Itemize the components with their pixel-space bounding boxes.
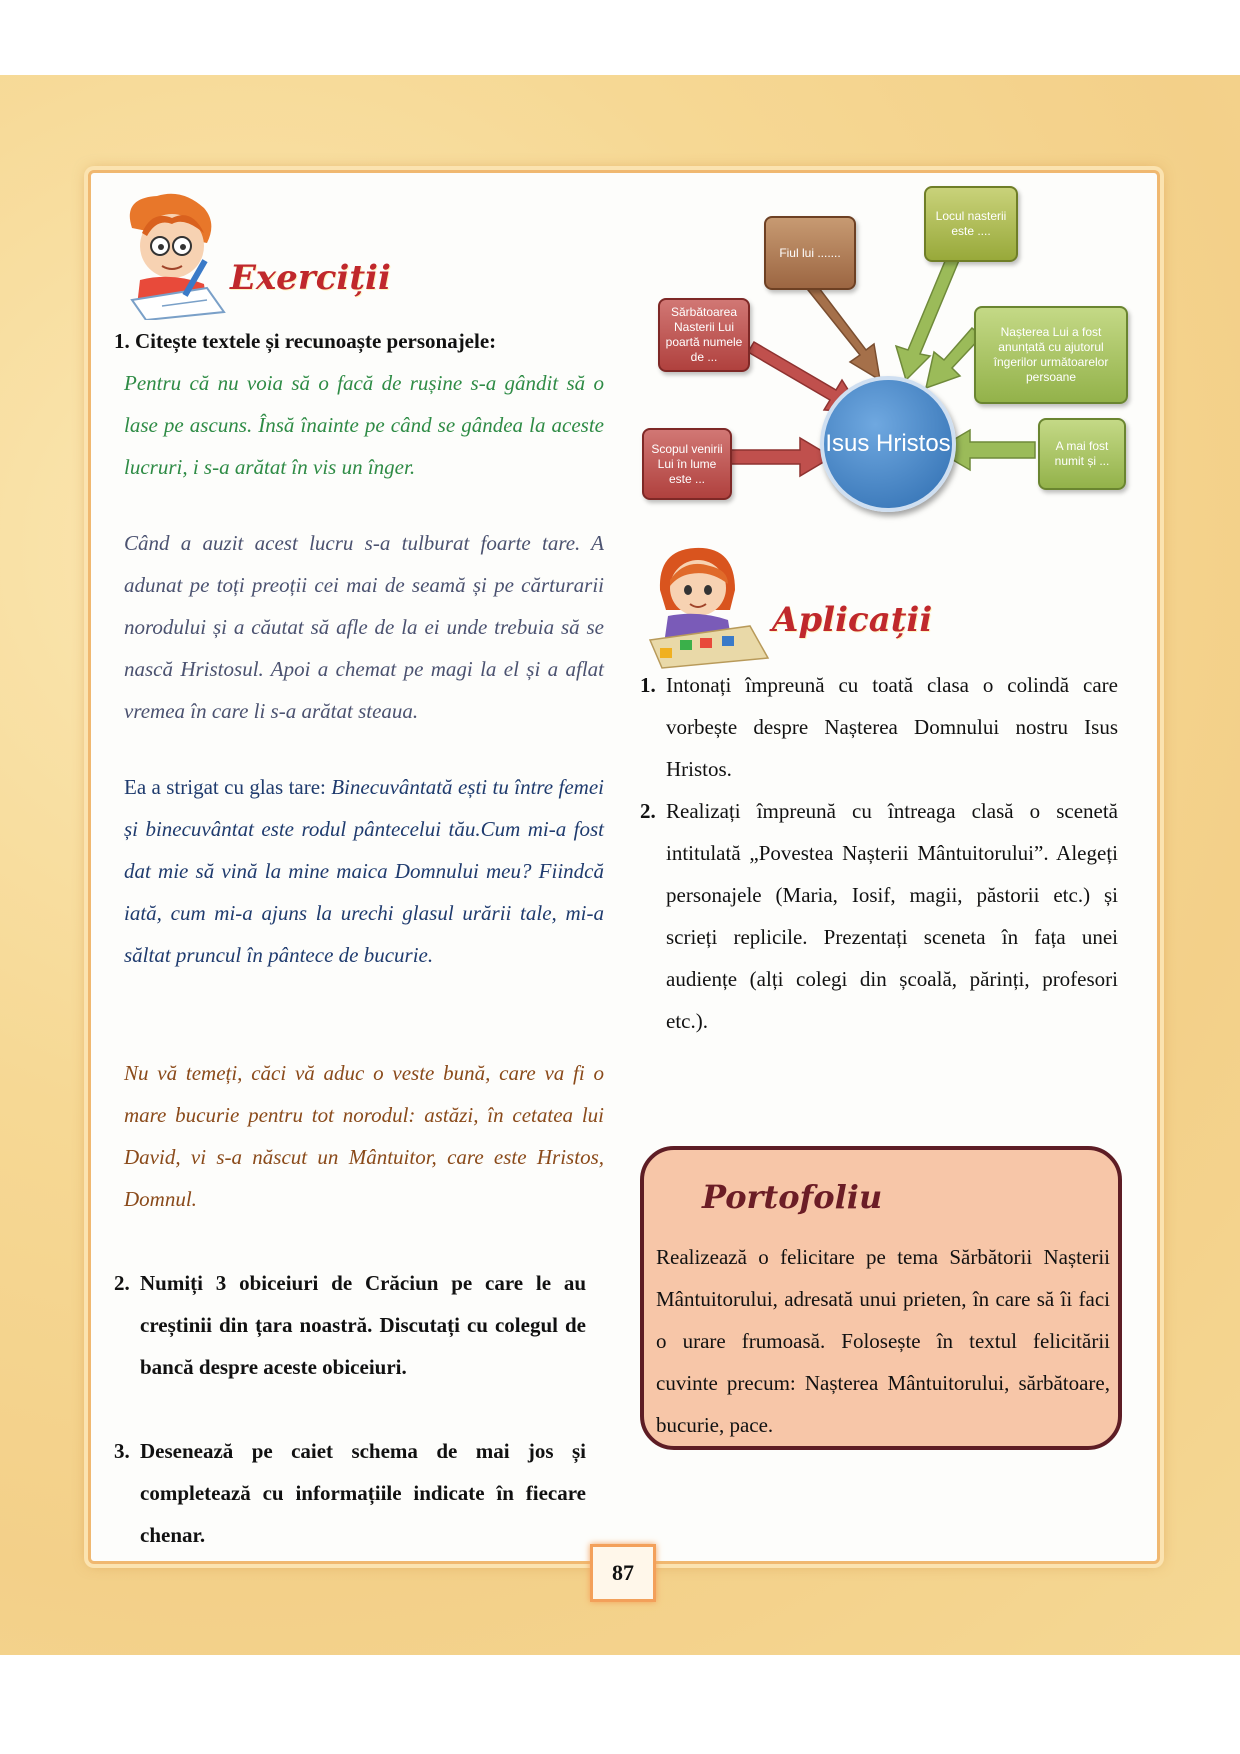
exercise-3-number: 3. [114,1439,130,1463]
diagram-box-announced: Nașterea Lui a fost anunțată cu ajutorul îngerilor următoarelor persoane [974,306,1128,404]
diagram-box-son-of: Fiul lui ....... [764,216,856,290]
portfolio-text: Realizează o felicitare pe tema Sărbătorii Nașterii Mântuitorului, adresată unui prieten, în care să îi faci o urare frumoasă. Folosește în textul felicitării cuvinte precum: Nașterea Mântuitorului, sărbătoare, bucurie, pace. [656,1245,1110,1437]
diagram-box-purpose: Scopul venirii Lui în lume este ... [642,428,732,500]
text-passage-4: Nu vă temeți, căci vă aduc o veste bună, care va fi o mare bucurie pentru tot norodul: astăzi, în cetatea lui David, vi s-a născut un Mântuitor, care este Hristos, Domnul. [124,1061,604,1211]
portfolio-box [640,1146,1122,1450]
girl-puzzle-illustration [640,540,770,670]
exercise-2-text: Numiți 3 obiceiuri de Crăciun pe care le au creștinii din țara noastră. Discutați cu colegul de bancă despre aceste obiceiuri. [140,1271,586,1379]
exercise-1-prompt: 1. Citește textele și recunoaște personajele: [114,329,497,353]
passage-3-quote: Binecuvântată ești tu între femei și binecuvântat este rodul pântecelui tău.Cum mi-a fost dat mie să vină la mine maica Domnului meu? Fiindcă iată, cum mi-a ajuns la urechi glasul urării tale, mi-a săltat pruncul în pântece de bucurie. [124,775,604,967]
application-2-text: Realizați împreună cu întreaga clasă o scenetă intitulată „Povestea Nașterii Mântuitorului”. Alegeți personajele (Maria, Iosif, magii, păstorii etc.) și scrieți replicile. Prezentați sceneta în fața unei audiențe (alți colegi din școală, părinți, profesori etc.). [666,799,1118,1033]
portfolio-heading: Portofoliu [702,1178,883,1216]
text-passage-3 [124,766,604,976]
application-1-number: 1. [640,673,656,697]
passage-3-intro: Ea a strigat cu glas tare: [124,775,332,799]
application-1-text: Intonați împreună cu toată clasa o colindă care vorbește despre Nașterea Domnului nostru Isus Hristos. [666,673,1118,781]
exercises-heading: Exerciții [230,258,391,298]
diagram-box-birthplace: Locul nasterii este .... [924,186,1018,262]
text-passage-1: Pentru că nu voia să o facă de rușine s-a gândit să o lase pe ascuns. Însă înainte pe când se gândea la aceste lucruri, i s-a arătat în vis un înger. [124,371,604,479]
text-passage-2: Când a auzit acest lucru s-a tulburat foarte tare. A adunat pe toți preoții cei mai de seamă și pe cărturarii norodului și a căutat să afle de la ei unde trebuia să se nască Hristosul. Apoi a chemat pe magi la el și a aflat vremea în care li s-a arătat steaua. [124,531,604,723]
diagram-box-holiday-name: Sărbătoarea Nasterii Lui poartă numele de ... [658,298,750,372]
page-number: 87 [590,1544,656,1602]
exercise-3-text: Desenează pe caiet schema de mai jos și completează cu informațiile indicate în fiecare chenar. [140,1439,586,1547]
diagram-box-also-called: A mai fost numit și ... [1038,418,1126,490]
diagram-center-node: Isus Hristos [820,376,956,512]
boy-writing-illustration [112,188,230,320]
applications-heading: Aplicații [772,600,933,640]
exercise-2-number: 2. [114,1271,130,1295]
application-2-number: 2. [640,799,656,823]
